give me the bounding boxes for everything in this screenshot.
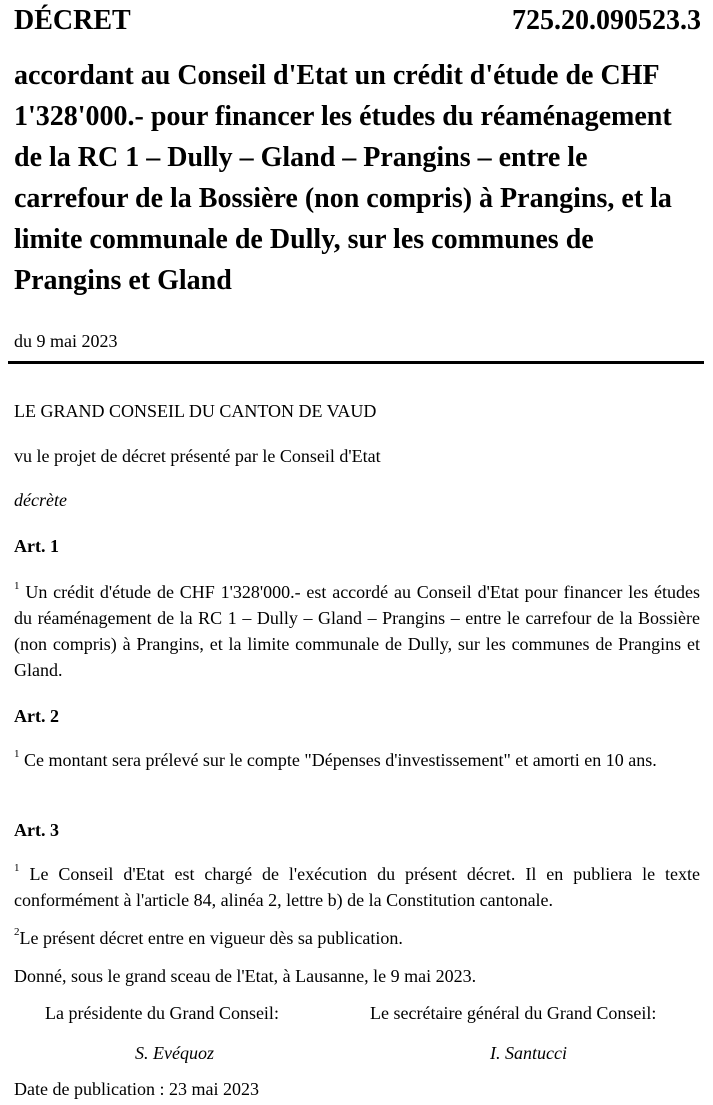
article-2-heading: Art. 2 (14, 706, 59, 726)
decree-title: accordant au Conseil d'Etat un crédit d'étude de CHF 1'328'000.- pour financer les études du réaménagement de la RC 1 – Dully – Gland – Prangins – entre le carrefour de la Bossière (non compris) à Prangins, et la limite communale de Dully, sur les communes de Prangins et Gland (14, 60, 672, 296)
signatory-right-name: I. Santucci (490, 1043, 567, 1063)
given-statement: Donné, sous le grand sceau de l'Etat, à Lausanne, le 9 mai 2023. (14, 966, 477, 986)
signatory-left-name: S. Evéquoz (135, 1043, 214, 1063)
paragraph-number: 1 (14, 580, 20, 592)
article-1-paragraph-1 (14, 579, 700, 683)
issuing-authority: LE GRAND CONSEIL DU CANTON DE VAUD (14, 401, 377, 421)
article-3-paragraph-1 (14, 861, 700, 913)
article-1-heading: Art. 1 (14, 536, 59, 556)
preamble: vu le projet de décret présenté par le Conseil d'Etat (14, 446, 381, 466)
paragraph-number: 1 (14, 862, 20, 874)
paragraph-text: Le Conseil d'Etat est chargé de l'exécution du présent décret. Il en publiera le texte conformément à l'article 84, alinéa 2, lettre b) de la Constitution cantonale. (14, 864, 701, 910)
article-3-paragraph-2 (14, 925, 700, 951)
decree-date: du 9 mai 2023 (14, 331, 118, 351)
paragraph-text: Le présent décret entre en vigueur dès sa publication. (19, 928, 403, 948)
document-type: DÉCRET (14, 5, 131, 36)
article-2-paragraph-1 (14, 747, 700, 773)
paragraph-text: Ce montant sera prélevé sur le compte "Dépenses d'investissement" et amorti en 10 ans. (24, 750, 657, 770)
decrees-word: décrète (14, 490, 67, 510)
paragraph-text: Un crédit d'étude de CHF 1'328'000.- est accordé au Conseil d'Etat pour financer les études du réaménagement de la RC 1 – Dully – Gland – Prangins – entre le carrefour de la Bossière (non compris) à Prangins, et la limite communale de Dully, sur les communes de Prangins et Gland. (14, 582, 701, 680)
signatory-left-role: La présidente du Grand Conseil: (45, 1003, 279, 1023)
paragraph-number: 1 (14, 748, 20, 760)
paragraph-number: 2 (14, 926, 20, 938)
signatory-right-role: Le secrétaire général du Grand Conseil: (370, 1003, 657, 1023)
separator-rule (8, 361, 704, 364)
publication-date: Date de publication : 23 mai 2023 (14, 1079, 259, 1099)
document-number: 725.20.090523.3 (512, 5, 701, 36)
article-3-heading: Art. 3 (14, 820, 59, 840)
